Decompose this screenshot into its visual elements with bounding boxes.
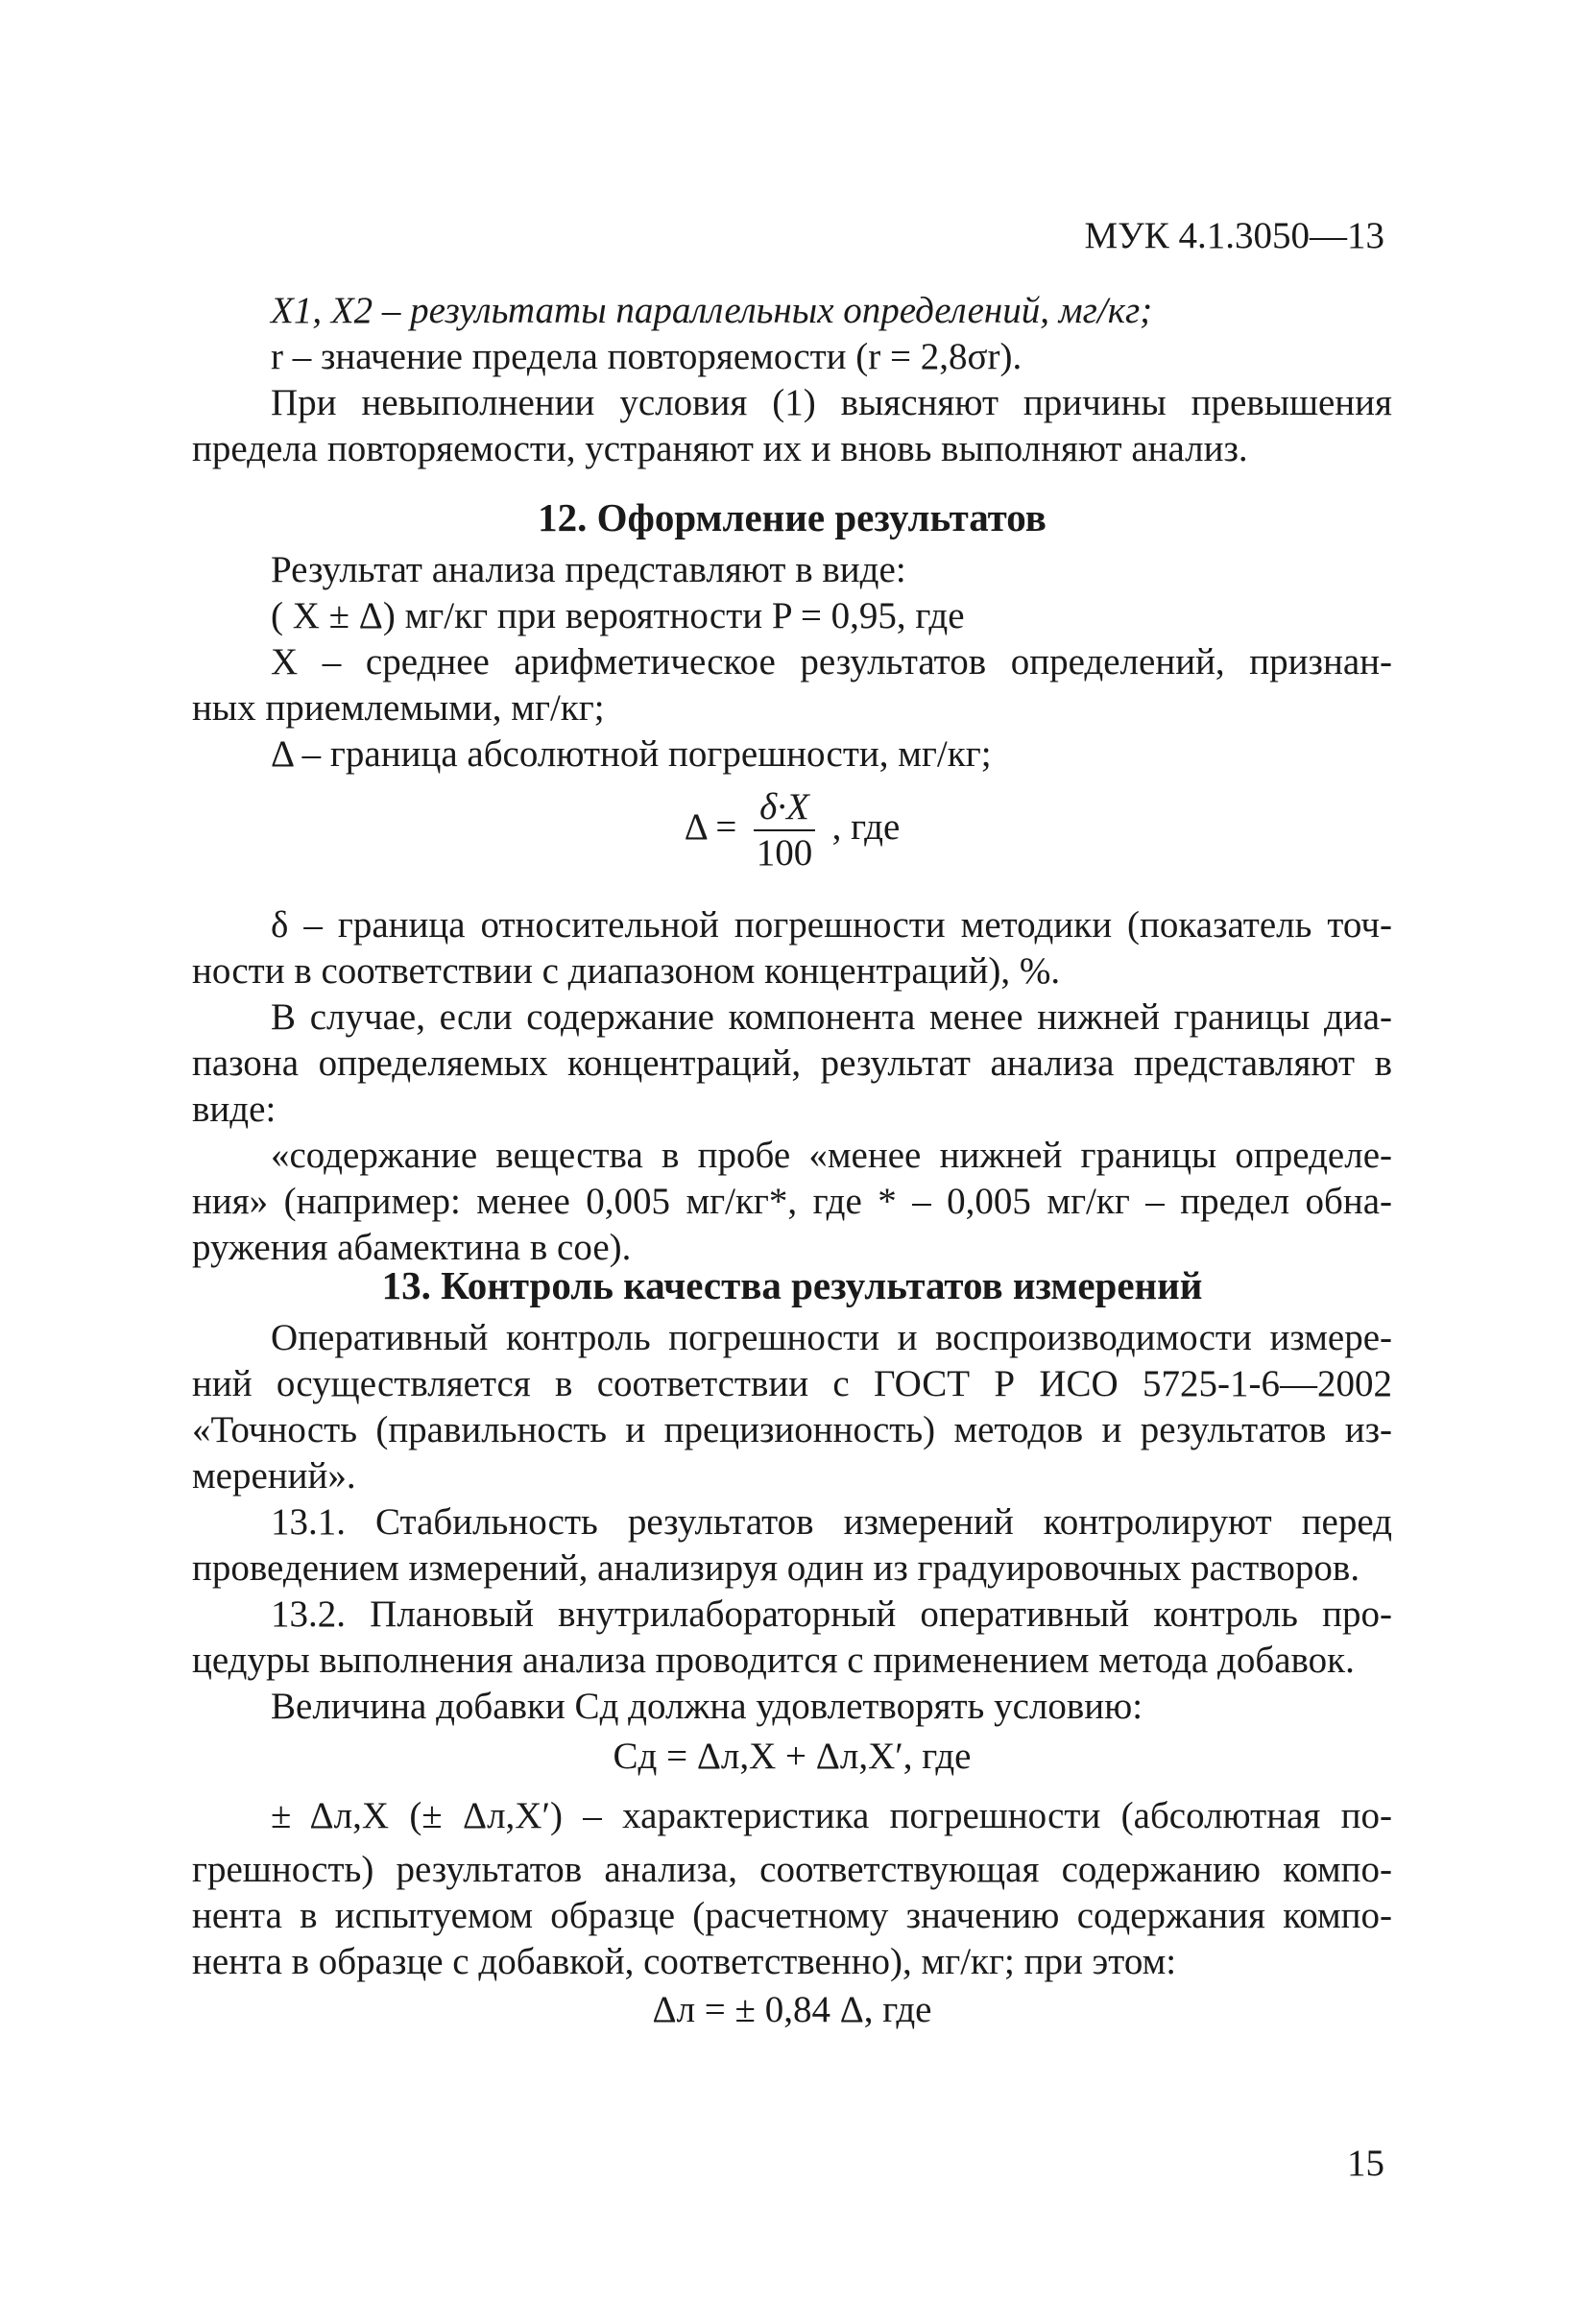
s12-p5-line: δ – граница относительной погрешности методики (показатель точ- [271,904,1392,946]
s13-p1-line: Оперативный контроль погрешности и воспроизводимости измере- [271,1317,1392,1358]
section-12-body-2 [192,902,1392,1271]
intro-para-line: предела повторяемости, устраняют их и вновь выполняют анализ. [192,428,1248,469]
s13-p1-line: «Точность (правильность и прецизионность) методов и результатов из- [192,1409,1392,1450]
delta-formula-tail: , где [831,805,901,848]
additive-formula: Cд = Δл,X + Δл,X′, где [613,1736,972,1777]
s13-p3-line: цедуры выполнения анализа проводится с применением метода добавок. [192,1640,1355,1681]
s13-p2-line: проведением измерений, анализируя один из градуировочных растворов. [192,1547,1360,1589]
intro-line-2: r – значение предела повторяемости (r = 2,8σr). [271,336,1023,377]
s13-p4: Величина добавки Cд должна удовлетворять условию: [271,1686,1143,1727]
delta-fraction [754,785,815,875]
s13-p5-line: нента в испытуемом образце (расчетному значению содержания компо- [192,1895,1392,1936]
s12-p4: Δ – граница абсолютной погрешности, мг/кг; [271,733,992,775]
s13-p2-line: 13.1. Стабильность результатов измерений контролируют перед [271,1501,1392,1543]
delta-fraction-numerator: δ·X [754,785,815,831]
s12-p3-line: ных приемлемыми, мг/кг; [192,687,605,729]
intro-line-1: X1, X2 – результаты параллельных определений, мг/кг; [271,290,1153,331]
section-12-body [192,547,1392,778]
s12-p1: Результат анализа представляют в виде: [271,549,906,590]
s12-p3-line: X – среднее арифметическое результатов определений, признан- [271,641,1392,683]
section-12-title: 12. Оформление результатов [538,495,1047,539]
delta-formula [192,785,1392,891]
s12-p7-line: ния» (например: менее 0,005 мг/кг*, где * – 0,005 мг/кг – предел обна- [192,1181,1392,1222]
s12-p6-line: В случае, если содержание компонента менее нижней границы диа- [271,996,1392,1038]
s13-p3-line: 13.2. Плановый внутрилабораторный оперативный контроль про- [271,1593,1392,1635]
s12-p2: ( X ± Δ) мг/кг при вероятности P = 0,95, где [271,595,965,636]
s12-p7-line: «содержание вещества в пробе «менее нижней границы определе- [271,1135,1392,1176]
s13-p5-line: ± Δл,X (± Δл,X′) – характеристика погрешности (абсолютная по- [271,1795,1392,1836]
page-number: 15 [1347,2143,1384,2184]
s12-p6-line: виде: [192,1089,277,1130]
doc-code-header: МУК 4.1.3050—13 [1084,215,1384,256]
delta-l-formula: Δл = ± 0,84 Δ, где [652,1989,932,2030]
s13-p1-line: мерений». [192,1455,356,1497]
s12-p7-line: ружения абамектина в сое). [192,1227,632,1268]
s13-p5-line: нента в образце с добавкой, соответственно), мг/кг; при этом: [192,1941,1177,1982]
intro-para-line: При невыполнении условия (1) выясняют причины превышения [271,382,1392,423]
s13-p1-line: ний осуществляется в соответствии с ГОСТ Р ИСО 5725-1-6—2002 [192,1363,1392,1404]
delta-formula-lhs: Δ = [684,805,737,848]
section-13-body-2 [192,1793,1392,1985]
section-13-title: 13. Контроль качества результатов измерений [381,1263,1203,1307]
s12-p6-line: пазона определяемых концентраций, результат анализа представляют в [192,1042,1392,1084]
intro-block [192,288,1392,472]
delta-fraction-denominator: 100 [756,832,813,874]
s13-p5-line: грешность) результатов анализа, соответствующая содержанию компо- [192,1849,1392,1890]
s12-p5-line: ности в соответствии с диапазоном концентраций), %. [192,950,1061,992]
section-13-body [192,1315,1392,1730]
